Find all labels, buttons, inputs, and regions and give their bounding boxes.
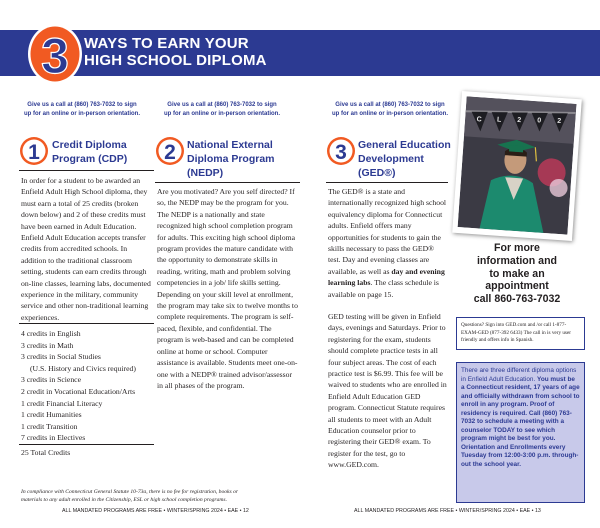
cdp-body: In order for a student to be awarded an Enfield Adult High School diploma, they must earn a total of 25 credits (broken down below) and 2 of these credits must have been earned in Adult Education. Enfield Adult Education accepts transfer credits from accredited schools. In addition to the traditional classroom setting, students can earn credits through on-line classes, learning labs, documented experience in the military, community service and other non-traditional learning experiences. [21,176,151,322]
list-item: 2 credit in Vocational Education/Arts [21,386,136,396]
ged-body-2: GED testing will be given in Enfield days, evenings and Saturdays. Prior to registering for the exam, students should complete practice tests in all four subject areas. The cost of each practice test is $6.99. This fee will be waived to students who are enrolled in Enfield Adult Education GED program. Connecticut Statute requires all students to meet with an Adult Education counselor prior to registering their GED® exam. To register for the test, go to www.GED.com. [328,312,447,470]
number-2-circle [155,136,185,166]
svg-text:2: 2 [164,141,176,164]
banner-title-line1: WAYS TO EARN YOUR [84,35,249,52]
number-1-circle [19,136,49,166]
ged-title-rule [326,182,448,183]
svg-text:0: 0 [537,117,542,125]
cdp-total: 25 Total Credits [21,448,71,457]
compliance-note: In compliance with Connecticut General Statute 10-73a, there is no fee for registration, books or materials to any adult enrolled in the Citizenship, ESL or high school completion programs. [21,489,239,503]
credit-requirements-list [21,328,136,444]
svg-text:2: 2 [516,116,522,125]
svg-text:3: 3 [41,28,69,84]
list-item: 1 credit Transition [21,421,78,431]
ged-title: General Education Development (GED®) [358,139,451,179]
orientation-call-line-3: Give us a call at (860) 763-7032 to sign up for an online or in-person orientation. [332,102,448,117]
cdp-title-rule [19,170,154,171]
cdp-title: Credit Diploma Program (CDP) [52,139,128,165]
diploma-options-info-box: There are three different diploma options in Enfield Adult Education. You must be a Connecticut resident, 17 years of age and officially withdrawn from school to enroll in any program. Proof of residency is required. Call (860) 763-7032 to schedule a meeting with a counselor TODAY to see which program might be best for you. Orientation and Enrollments every Tuesday from 12:00-3:00 p.m. through-out the school year. [456,362,585,503]
list-item: 3 credits in Social Studies [21,352,101,362]
list-item: (U.S. History and Civics required) [30,363,136,373]
svg-text:1: 1 [28,141,40,164]
list-item: 1 credit Humanities [21,410,82,420]
ged-body-1: The GED® is a state and internationally recognized high school equivalency diploma for Connecticut adults. Enfield offers many opportunities for students to gain the skills necessary to pass the GED® test. Day and evening classes are available, as well as day and evening learning labs. The class schedule is available on page 15. [328,187,447,299]
banner-title-line2: HIGH SCHOOL DIPLOMA [84,52,267,69]
footer-left: ALL MANDATED PROGRAMS ARE FREE • WINTER/SPRING 2024 • EAE • 12 [62,508,249,514]
graduation-photo-image [458,96,577,234]
svg-text:L: L [496,116,502,124]
questions-box: Questions? Sign into GED.com and /or call 1-877-EXAM-GED (877-392 6433) The call in is very user friendly and offers info in Spanish. [456,317,585,350]
orientation-call-line-2: Give us a call at (860) 763-7032 to sign up for an online or in-person orientation. [164,102,280,117]
big-number-3-badge [27,23,83,85]
svg-text:3: 3 [335,141,347,164]
list-item: 3 credits in Math [21,340,74,350]
nedp-body: Are you motivated? Are you self directed? If so, the NEDP may be the program for you. The NEDP is a nationally and state recognized high school completion program for adults. This exciting high school diploma program provides the mature candidate with the opportunity to demonstrate skills in reading, writing, math and problem solving competencies in a job/ life skills setting. Depending on your skill level at enrollment, the program may take six to twelve months to complete requirements. The program is self-paced, flexible, and confidential. The program is web-based and can be completed online at home or school. Computer assistance is available. Students meet one-on-one with a NEDP® trained advisor/assessor in all phases of the program. [157,187,298,390]
cdp-total-rule [19,444,154,445]
cdp-list-rule [19,323,154,324]
banner-title [84,35,267,69]
list-item: 7 credits in Electives [21,433,86,443]
nedp-title-rule [155,182,300,183]
list-item: 4 credits in English [21,329,81,338]
footer-right: ALL MANDATED PROGRAMS ARE FREE • WINTER/SPRING 2024 • EAE • 13 [354,508,541,514]
number-3-circle [326,136,356,166]
orientation-call-line-1: Give us a call at (860) 763-7032 to sign up for an online or in-person orientation. [24,102,140,117]
svg-text:2: 2 [557,117,562,125]
learning-labs-emphasis: day and evening learning labs [328,266,445,288]
nedp-title: National External Diploma Program (NEDP) [187,139,275,179]
graduate-photo [452,91,582,241]
list-item: 1 credit Financial Literacy [21,398,103,408]
list-item: 3 credits in Science [21,375,81,385]
appointment-call-to-action: For more information and to make an appointment call 860-763-7032 [473,242,561,306]
svg-text:C: C [476,116,482,124]
